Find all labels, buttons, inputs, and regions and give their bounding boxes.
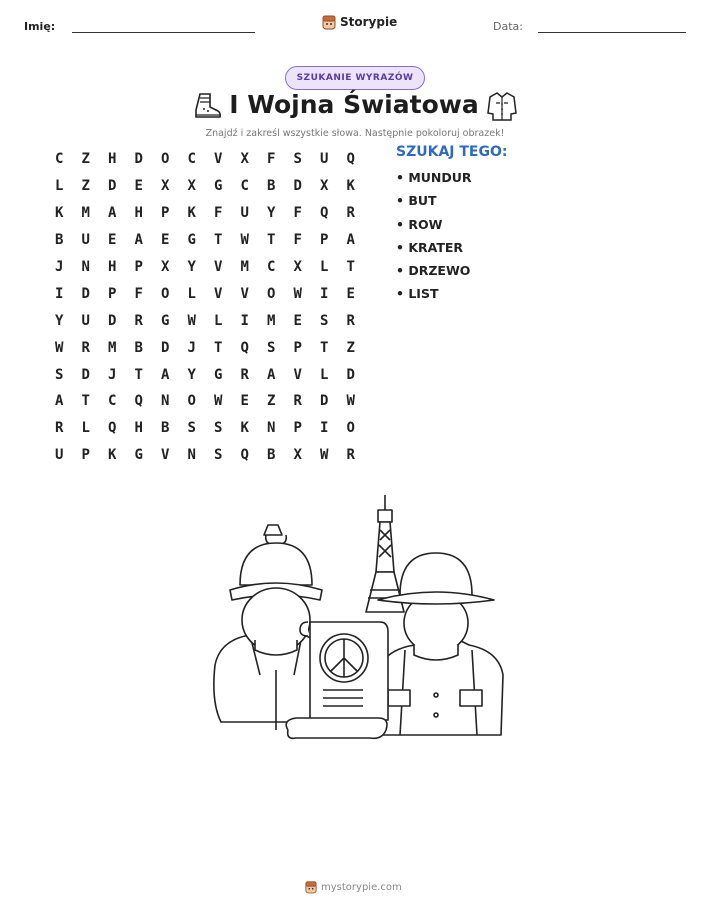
grid-cell[interactable]: W (187, 312, 196, 329)
grid-cell[interactable]: K (55, 205, 64, 222)
word-list-item: • MUNDUR (396, 170, 472, 185)
grid-cell[interactable]: X (293, 447, 302, 464)
grid-row (46, 227, 364, 254)
grid-cell[interactable]: H (134, 420, 143, 437)
pie-mascot-icon (305, 880, 317, 894)
word-list-item: • LIST (396, 286, 439, 302)
grid-cell[interactable]: R (134, 312, 143, 329)
grid-cell[interactable]: V (240, 285, 249, 302)
grid-cell[interactable]: G (214, 366, 223, 383)
grid-cell[interactable]: W (320, 447, 329, 464)
grid-cell[interactable]: K (108, 447, 117, 464)
grid-cell[interactable]: E (161, 232, 170, 249)
grid-cell[interactable]: C (108, 393, 117, 410)
grid-cell[interactable]: L (55, 178, 64, 195)
grid-cell[interactable]: R (346, 312, 355, 329)
grid-cell[interactable]: J (55, 259, 64, 275)
grid-cell[interactable]: A (267, 366, 276, 383)
footer-url: mystorypie.com (321, 881, 402, 893)
grid-cell[interactable]: C (240, 178, 249, 195)
grid-cell[interactable]: S (214, 420, 223, 437)
grid-cell[interactable]: A (134, 232, 143, 249)
grid-cell[interactable]: A (346, 232, 355, 249)
grid-cell[interactable]: P (161, 205, 170, 222)
footer-brand (305, 880, 402, 894)
name-line[interactable] (72, 32, 255, 33)
grid-cell[interactable]: P (81, 447, 90, 464)
grid-cell[interactable]: W (346, 393, 355, 410)
grid-cell[interactable]: X (161, 178, 170, 195)
grid-cell[interactable]: H (108, 151, 117, 168)
grid-cell[interactable]: Z (81, 178, 90, 195)
grid-cell[interactable]: E (108, 232, 117, 249)
grid-cell[interactable]: X (187, 178, 196, 195)
grid-cell[interactable]: D (293, 178, 302, 195)
grid-cell[interactable]: M (240, 259, 249, 275)
grid-cell[interactable]: I (55, 285, 64, 302)
grid-cell[interactable]: Q (320, 205, 329, 222)
grid-cell[interactable]: Z (346, 339, 355, 356)
grid-cell[interactable]: O (267, 285, 276, 302)
brand-logo (322, 14, 397, 30)
uniform-jacket-icon (486, 90, 518, 122)
grid-cell[interactable]: G (187, 232, 196, 249)
grid-cell[interactable]: N (267, 420, 276, 437)
grid-cell[interactable]: P (293, 420, 302, 437)
word-list-item: • KRATER (396, 239, 464, 255)
word-list-title: SZUKAJ TEGO: (396, 144, 508, 160)
grid-cell[interactable]: D (161, 339, 170, 356)
grid-cell[interactable]: G (161, 312, 170, 329)
grid-cell[interactable]: V (214, 285, 223, 302)
grid-cell[interactable]: O (161, 151, 170, 168)
grid-cell[interactable]: C (55, 151, 64, 168)
grid-cell[interactable]: A (108, 205, 117, 222)
word-list-item: • DRZEWO (396, 263, 471, 279)
grid-cell[interactable]: F (293, 232, 302, 249)
grid-cell[interactable]: O (161, 285, 170, 302)
instructions: Znajdź i zakreśl wszystkie słowa. Następnie pokoloruj obrazek! (205, 128, 505, 139)
grid-cell[interactable]: T (346, 259, 355, 275)
grid-cell[interactable]: N (187, 447, 196, 464)
grid-cell[interactable]: P (320, 232, 329, 249)
grid-cell[interactable]: R (240, 366, 249, 383)
grid-cell[interactable]: G (134, 447, 143, 464)
grid-row (46, 173, 364, 200)
grid-cell[interactable]: B (161, 420, 170, 437)
grid-cell[interactable]: K (346, 178, 355, 195)
grid-cell[interactable]: T (214, 232, 223, 249)
grid-cell[interactable]: A (55, 393, 64, 410)
grid-cell[interactable]: W (293, 285, 302, 302)
grid-cell[interactable]: T (134, 366, 143, 383)
grid-cell[interactable]: A (161, 366, 170, 383)
grid-cell[interactable]: F (267, 151, 276, 168)
grid-cell[interactable]: T (267, 232, 276, 249)
grid-cell[interactable]: W (240, 232, 249, 249)
grid-row (46, 200, 364, 227)
grid-cell[interactable]: X (293, 259, 302, 275)
grid-cell[interactable]: Z (267, 393, 276, 410)
coloring-illustration (200, 490, 510, 745)
grid-cell[interactable]: K (187, 205, 196, 222)
word-search-grid (46, 146, 364, 469)
grid-cell[interactable]: Q (240, 339, 249, 356)
grid-cell[interactable]: S (267, 339, 276, 356)
grid-cell[interactable]: P (293, 339, 302, 356)
word-list-item: • ROW (396, 216, 443, 232)
grid-cell[interactable]: W (214, 393, 223, 410)
grid-cell[interactable]: T (214, 339, 223, 356)
grid-cell[interactable]: D (108, 178, 117, 195)
grid-cell[interactable]: I (320, 420, 329, 437)
name-label: Imię: (24, 20, 56, 33)
grid-cell[interactable]: G (214, 178, 223, 195)
grid-cell[interactable]: C (187, 151, 196, 168)
grid-cell[interactable]: U (81, 232, 90, 249)
grid-cell[interactable]: F (293, 205, 302, 222)
grid-row (46, 415, 364, 442)
boot-icon (192, 91, 222, 121)
brand-name: Storypie (340, 15, 398, 29)
grid-cell[interactable]: Q (108, 420, 117, 437)
grid-cell[interactable]: F (134, 285, 143, 302)
grid-cell[interactable]: U (320, 151, 329, 168)
grid-cell[interactable]: V (161, 447, 170, 464)
grid-cell[interactable]: U (55, 447, 64, 464)
grid-cell[interactable]: M (108, 339, 117, 356)
grid-cell[interactable]: S (187, 420, 196, 437)
grid-cell[interactable]: H (108, 259, 117, 275)
grid-cell[interactable]: F (214, 205, 223, 222)
grid-cell[interactable]: V (293, 366, 302, 383)
grid-cell[interactable]: S (55, 366, 64, 383)
grid-cell[interactable]: X (161, 259, 170, 275)
grid-cell[interactable]: C (267, 259, 276, 275)
grid-cell[interactable]: Q (346, 151, 355, 168)
grid-row (46, 254, 364, 281)
grid-cell[interactable]: J (187, 339, 196, 356)
grid-cell[interactable]: X (240, 151, 249, 168)
grid-cell[interactable]: B (134, 339, 143, 356)
grid-cell[interactable]: Y (187, 366, 196, 383)
grid-cell[interactable]: K (240, 420, 249, 437)
grid-cell[interactable]: R (55, 420, 64, 437)
grid-cell[interactable]: I (240, 312, 249, 329)
grid-cell[interactable]: D (81, 366, 90, 383)
grid-cell[interactable]: V (214, 151, 223, 168)
grid-cell[interactable]: D (81, 285, 90, 302)
grid-cell[interactable]: L (81, 420, 90, 437)
grid-cell[interactable]: O (346, 420, 355, 437)
grid-cell[interactable]: P (134, 259, 143, 275)
grid-cell[interactable]: I (320, 285, 329, 302)
grid-cell[interactable]: D (108, 312, 117, 329)
grid-row (46, 361, 364, 388)
pie-mascot-icon (322, 14, 336, 30)
word-list-item: • BUT (396, 193, 437, 209)
grid-row (46, 307, 364, 334)
grid-cell[interactable]: M (81, 205, 90, 222)
grid-cell[interactable]: Y (55, 312, 64, 329)
grid-row (46, 334, 364, 361)
grid-cell[interactable]: W (55, 339, 64, 356)
word-list (396, 170, 472, 310)
grid-cell[interactable]: V (214, 259, 223, 275)
grid-cell[interactable]: Z (81, 151, 90, 168)
grid-cell[interactable]: B (55, 232, 64, 249)
grid-cell[interactable]: P (108, 285, 117, 302)
grid-cell[interactable]: E (293, 312, 302, 329)
grid-cell[interactable]: X (320, 178, 329, 195)
grid-cell[interactable]: M (267, 312, 276, 329)
grid-row (46, 442, 364, 469)
grid-cell[interactable]: J (108, 366, 117, 383)
grid-row (46, 280, 364, 307)
date-label: Data: (493, 20, 523, 33)
date-line[interactable] (538, 32, 686, 33)
grid-cell[interactable]: S (320, 312, 329, 329)
grid-cell[interactable]: U (81, 312, 90, 329)
grid-cell[interactable]: H (134, 205, 143, 222)
grid-cell[interactable]: D (134, 151, 143, 168)
grid-cell[interactable]: L (214, 312, 223, 329)
grid-cell[interactable]: Y (187, 259, 196, 275)
grid-cell[interactable]: D (320, 393, 329, 410)
grid-cell[interactable]: Y (267, 205, 276, 222)
grid-cell[interactable]: L (187, 285, 196, 302)
grid-cell[interactable]: E (346, 285, 355, 302)
grid-cell[interactable]: Q (240, 447, 249, 464)
grid-cell[interactable]: L (320, 366, 329, 383)
grid-cell[interactable]: O (187, 393, 196, 410)
grid-row (46, 388, 364, 415)
eiffel-tower-drawing (366, 495, 404, 612)
grid-cell[interactable]: T (81, 393, 90, 410)
grid-cell[interactable]: N (81, 259, 90, 275)
grid-cell[interactable]: D (346, 366, 355, 383)
grid-cell[interactable]: E (240, 393, 249, 410)
grid-cell[interactable]: R (293, 393, 302, 410)
grid-cell[interactable]: R (346, 205, 355, 222)
grid-cell[interactable]: T (320, 339, 329, 356)
grid-cell[interactable]: E (134, 178, 143, 195)
grid-cell[interactable]: U (240, 205, 249, 222)
grid-cell[interactable]: S (293, 151, 302, 168)
grid-cell[interactable]: N (161, 393, 170, 410)
grid-cell[interactable]: R (346, 447, 355, 464)
grid-cell[interactable]: Q (134, 393, 143, 410)
grid-cell[interactable]: B (267, 447, 276, 464)
grid-cell[interactable]: B (267, 178, 276, 195)
activity-badge: SZUKANIE WYRAZÓW (285, 66, 425, 90)
grid-cell[interactable]: R (81, 339, 90, 356)
grid-cell[interactable]: S (214, 447, 223, 464)
page-title: I Wojna Światowa (229, 90, 479, 119)
grid-row (46, 146, 364, 173)
grid-cell[interactable]: L (320, 259, 329, 275)
